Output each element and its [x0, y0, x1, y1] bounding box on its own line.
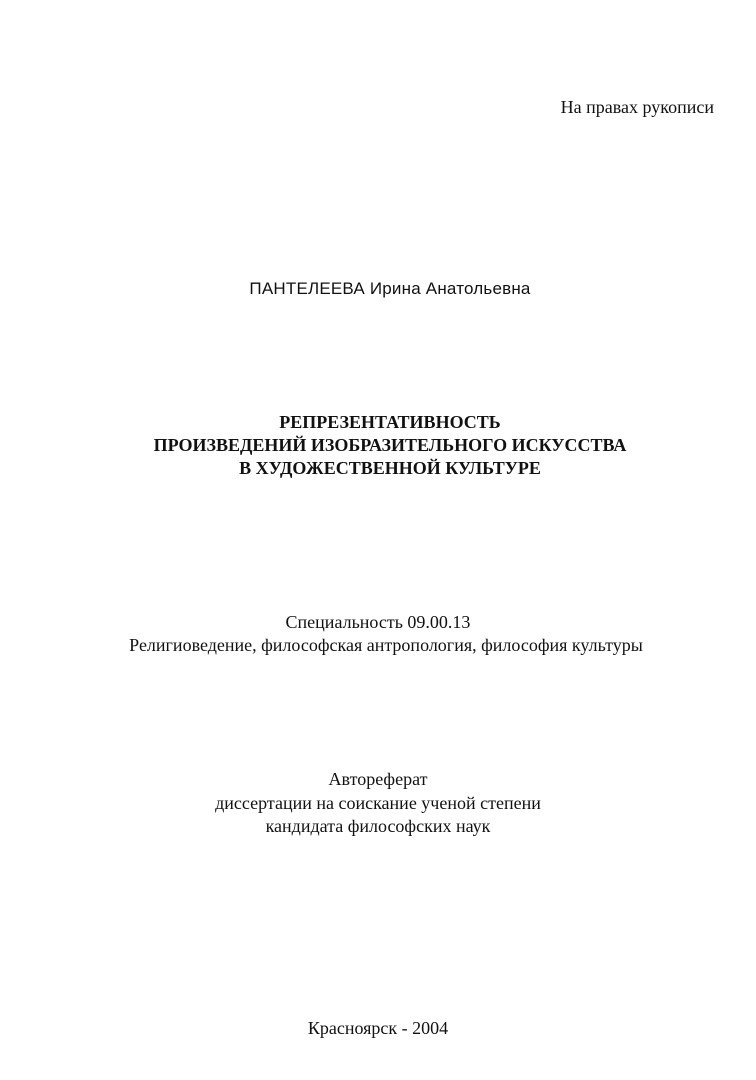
title-line-2: ПРОИЗВЕДЕНИЙ ИЗОБРАЗИТЕЛЬНОГО ИСКУССТВА [153, 435, 627, 455]
title-line-1: РЕПРЕЗЕНТАТИВНОСТЬ [279, 412, 501, 432]
dissertation-line: диссертации на соискание ученой степени [215, 793, 541, 813]
rights-note: На правах рукописи [560, 97, 714, 117]
degree-line: кандидата философских наук [265, 816, 491, 836]
city-year: Красноярск - 2004 [307, 1018, 449, 1038]
specialty-code: Специальность 09.00.13 [285, 612, 471, 632]
abstract-label: Автореферат [328, 769, 428, 789]
author-name: ПАНТЕЛЕЕВА Ирина Анатольевна [249, 279, 531, 298]
title-line-3: В ХУДОЖЕСТВЕННОЙ КУЛЬТУРЕ [239, 458, 541, 478]
specialty-name: Религиоведение, философская антропология, философия культуры [129, 635, 643, 655]
